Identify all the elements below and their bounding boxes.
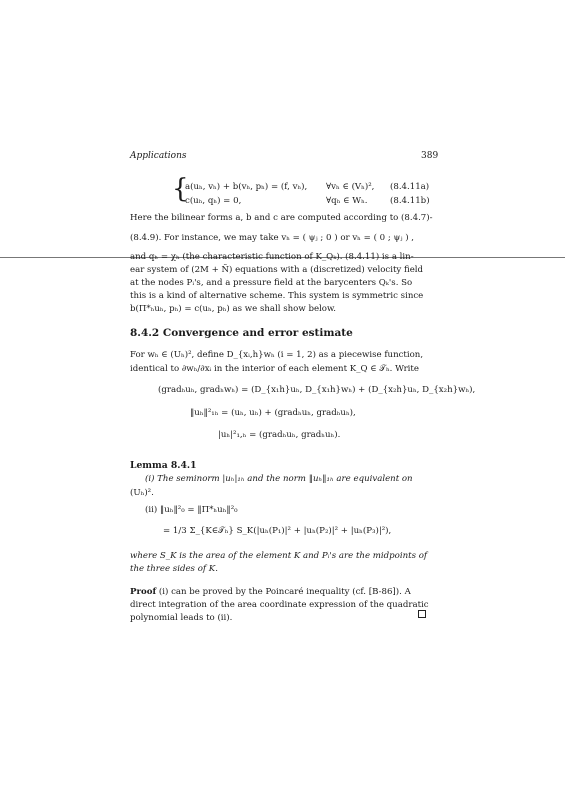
- body-line: and qₕ = χₕ (the characteristic function of K_Qₖ). (8.4.11) is a lin-: [130, 252, 414, 262]
- proof-line: polynomial leads to (ii).: [130, 613, 233, 623]
- display-equation: ‖uₕ‖²₁ₕ = (uₕ, uₕ) + (gradₕuₕ, gradₕuₕ),: [190, 408, 356, 418]
- page-number: 389: [421, 151, 439, 161]
- lemma-line: (ii) ‖uₕ‖²₀ = ‖Π*ₕuₕ‖²₀: [145, 505, 238, 515]
- lemma-line: the three sides of K.: [130, 564, 218, 574]
- lemma-line: (Uₕ)².: [130, 488, 154, 498]
- body-line: ear system of (2M + Ñ) equations with a (discretized) velocity field: [130, 265, 424, 275]
- equation-a: a(uₕ, vₕ) + b(vₕ, pₕ) = (f, vₕ),: [185, 182, 308, 192]
- display-equation: (gradₕuₕ, gradₕwₕ) = (D_{x₁h}uₕ, D_{x₁h}wₕ) + (D_{x₂h}uₕ, D_{x₂h}wₕ),: [158, 385, 476, 395]
- proof-text: (i) can be proved by the Poincaré inequality (cf. [B-86]). A: [158, 587, 411, 597]
- body-line: b(Π*ₕuₕ, pₕ) = c(uₕ, pₕ) as we shall show below.: [130, 304, 337, 314]
- lemma-line: (i) The seminorm |uₕ|₁ₕ and the norm ‖uₕ‖₁ₕ are equivalent on: [145, 474, 413, 484]
- section-line: For wₕ ∈ (Uₕ)², define D_{xᵢ,h}wₕ (i = 1, 2) as a piecewise function,: [130, 350, 424, 360]
- lemma-line: where S_K is the area of the element K and Pᵢ's are the midpoints of: [130, 551, 428, 561]
- body-line: at the nodes Pᵢ's, and a pressure field at the barycenters Qₖ's. So: [130, 278, 413, 288]
- equation-b-condition: ∀qₕ ∈ Wₕ.: [326, 196, 368, 206]
- display-equation: |uₕ|²₁,ₕ = (gradₕuₕ, gradₕuₕ).: [218, 430, 341, 440]
- equation-a-condition: ∀vₕ ∈ (Vₕ)²,: [326, 182, 375, 192]
- proof-label: Proof: [130, 587, 157, 597]
- qed-box: [418, 610, 426, 618]
- system-brace: {: [172, 174, 189, 204]
- body-line: Here the bilinear forms a, b and c are computed according to (8.4.7)-: [130, 213, 433, 223]
- lemma-line: = 1/3 Σ_{K∈𝒯ₕ} S_K(|uₕ(P₁)|² + |uₕ(P₂)|² + |uₕ(P₃)|²),: [163, 526, 392, 536]
- equation-b-tag: (8.4.11b): [390, 196, 430, 206]
- body-line: this is a kind of alternative scheme. This system is symmetric since: [130, 291, 424, 301]
- equation-a-tag: (8.4.11a): [390, 182, 430, 192]
- proof-line-first: [130, 587, 411, 597]
- section-title: 8.4.2 Convergence and error estimate: [130, 327, 353, 339]
- section-line: identical to ∂wₕ/∂xᵢ in the interior of each element K_Q ∈ 𝒯ₕ. Write: [130, 364, 419, 374]
- body-line: (8.4.9). For instance, we may take vₕ = ( ψⱼ ; 0 ) or vₕ = ( 0 ; ψⱼ ) ,: [130, 233, 415, 243]
- running-header: Applications: [130, 151, 187, 161]
- proof-line: direct integration of the area coordinate expression of the quadratic: [130, 600, 429, 610]
- equation-b: c(uₕ, qₕ) = 0,: [185, 196, 242, 206]
- lemma-title: Lemma 8.4.1: [130, 460, 197, 471]
